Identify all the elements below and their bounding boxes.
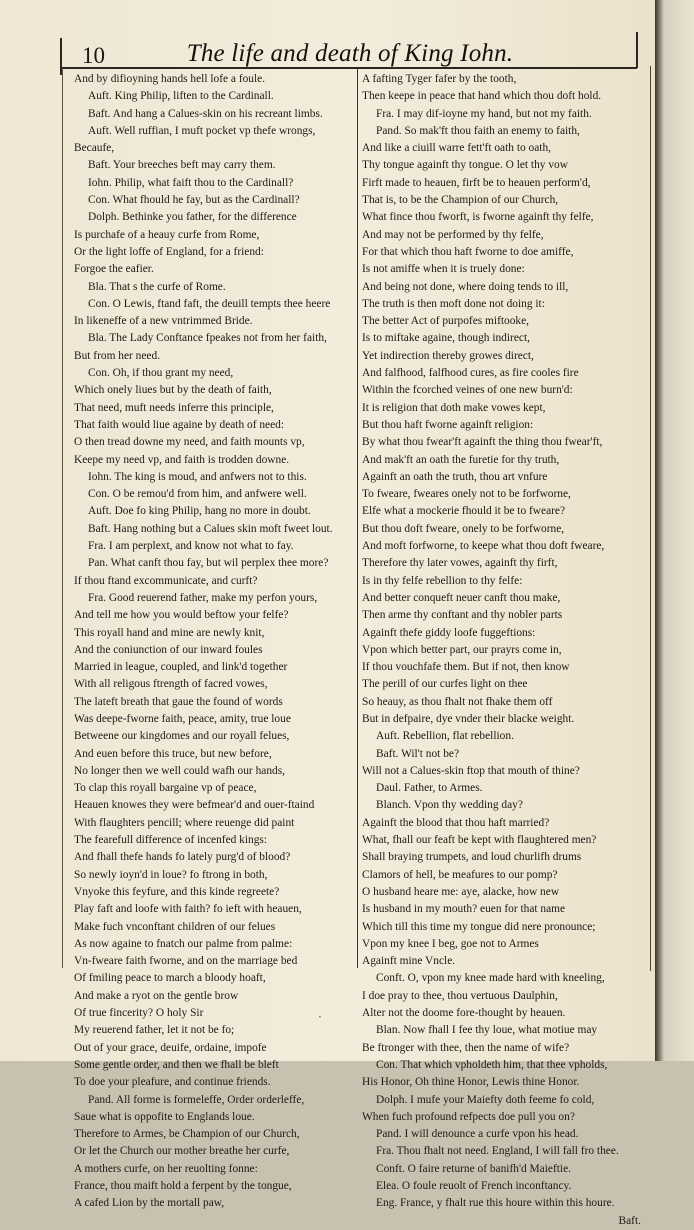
text-line: But in defpaire, dye vnder their blacke weight.	[362, 712, 575, 725]
text-line: Blan. Now fhall I fee thy loue, what motiue may	[376, 1024, 598, 1037]
text-line: France, thou maift hold a ferpent by the tongue,	[74, 1180, 292, 1192]
text-line: Heauen knowes they were befmear'd and ouer-ftaind	[74, 799, 315, 812]
text-line: Or the light loffe of England, for a friend:	[74, 245, 264, 258]
text-line: And tell me how you would beftow your felfe?	[74, 609, 289, 622]
text-line: Which onely liues but by the death of faith,	[74, 384, 272, 397]
page-number: 10	[82, 43, 105, 68]
text-line: And fhall thefe hands fo lately purg'd of blood?	[74, 851, 291, 864]
text-line: And falfhood, falfhood cures, as fire cooles fire	[362, 367, 579, 380]
text-line: And being not done, where doing tends to ill,	[362, 280, 569, 293]
text-line: To fweare, fweares onely not to be forfworne,	[362, 488, 571, 501]
text-line: Vpon which better part, our prayrs come in,	[362, 643, 562, 656]
text-line: Iohn. Philip, what faift thou to the Cardinall?	[88, 176, 294, 189]
text-line: Conft. O faire returne of banifh'd Maieftie.	[376, 1162, 571, 1175]
text-line: Iohn. The king is moud, and anfwers not to this.	[88, 470, 307, 483]
text-line: Fra. I am perplext, and know not what to fay.	[88, 540, 294, 553]
text-line: If thou ftand excommunicate, and curft?	[74, 574, 258, 587]
text-line: Then arme thy conftant and thy nobler parts	[362, 609, 563, 622]
text-line: Auft. Doe fo king Philip, hang no more in doubt.	[88, 505, 311, 518]
text-line: Married in league, coupled, and link'd together	[74, 661, 288, 674]
text-line: No longer then we well could wafh our hands,	[74, 764, 285, 777]
text-line: Saue what is oppofite to Englands loue.	[74, 1110, 255, 1123]
column-rule-left	[62, 68, 63, 968]
text-line: But thou doft fweare, onely to be forfworne,	[362, 522, 565, 535]
text-line: To clap this royall bargaine vp of peace,	[74, 782, 257, 795]
text-line: Is not amiffe when it is truely done:	[362, 263, 525, 276]
text-line: Againft thefe giddy loofe fuggeftions:	[362, 626, 536, 639]
text-line: Out of your grace, deuife, ordaine, impofe	[74, 1041, 267, 1054]
text-line: Elea. O foule reuolt of French inconftancy.	[376, 1180, 572, 1192]
text-line: A fafting Tyger fafer by the tooth,	[362, 73, 517, 85]
text-line: And mak'ft an oath the furetie for thy truth,	[362, 453, 560, 466]
text-line: Then keepe in peace that hand which thou doft hold.	[362, 90, 602, 103]
page-header	[60, 35, 640, 71]
text-line: Con. That which vpholdeth him, that thee vpholds,	[376, 1058, 608, 1071]
text-line: Therefore to Armes, be Champion of our Church,	[74, 1128, 300, 1141]
text-line: Con. What fhould he fay, but as the Cardinall?	[88, 194, 300, 207]
text-line: Con. O be remou'd from him, and anfwere well.	[88, 488, 307, 501]
text-line: Play faft and loofe with faith? fo ieft with heauen,	[74, 903, 302, 916]
text-line: Againft mine Vncle.	[362, 955, 456, 968]
text-line: Elfe what a mockerie fhould it be to fweare?	[362, 505, 566, 518]
text-line: So heauy, as thou fhalt not fhake them off	[362, 695, 553, 708]
text-line: Blanch. Vpon thy wedding day?	[376, 799, 523, 812]
text-line: Daul. Father, to Armes.	[376, 782, 483, 795]
text-line: His Honor, Oh thine Honor, Lewis thine Honor.	[362, 1076, 580, 1089]
text-line: Bla. The Lady Conftance fpeakes not from her faith,	[88, 332, 327, 345]
text-line: The truth is then moft done not doing it:	[362, 297, 545, 310]
text-line: Be ftronger with thee, then the name of wife?	[362, 1041, 570, 1054]
running-title: The life and death of King Iohn.	[186, 40, 514, 67]
text-line: This royall hand and mine are newly knit,	[74, 626, 265, 639]
left-column	[74, 71, 354, 1213]
text-line: With flaughters pencill; where reuenge did paint	[74, 816, 295, 829]
text-line: Firft made to heauen, firft be to heauen perform'd,	[362, 176, 591, 189]
text-line: Pand. So mak'ft thou faith an enemy to faith,	[376, 124, 580, 137]
text-line: Within the fcorched veines of one new burn'd:	[362, 384, 573, 397]
text-line: O husband heare me: aye, alacke, how new	[362, 885, 560, 898]
text-line: Vnyoke this feyfure, and this kinde regreete?	[74, 885, 280, 898]
text-line: To doe your pleafure, and continue friends.	[74, 1076, 271, 1089]
text-line: The perill of our curfes light on thee	[362, 678, 528, 691]
column-divider	[357, 68, 358, 968]
text-line: Fra. I may dif-ioyne my hand, but not my faith.	[376, 107, 592, 120]
text-line: Of fmiling peace to march a bloody hoaft,	[74, 972, 266, 985]
text-line: Forgoe the eafier.	[74, 263, 154, 276]
text-line: What fince thou fworft, is fworne againft thy felfe,	[362, 211, 594, 224]
text-line: Con. Oh, if thou grant my need,	[88, 367, 234, 380]
text-line: Some gentle order, and then we fhall be bleft	[74, 1058, 279, 1071]
text-line: O then tread downe my need, and faith mounts vp,	[74, 436, 305, 449]
text-line: Pan. What canft thou fay, but wil perplex thee more?	[88, 557, 329, 570]
catchword: Baft.	[618, 1214, 641, 1227]
text-line: So newly ioyn'd in loue? fo ftrong in both,	[74, 868, 268, 881]
text-line: I doe pray to thee, thou vertuous Daulphin,	[362, 989, 558, 1002]
column-rule-right	[650, 66, 651, 971]
right-column	[362, 71, 647, 1230]
text-line: Vn-fweare faith fworne, and on the marriage bed	[74, 955, 298, 968]
text-line: Was deepe-fworne faith, peace, amity, true loue	[74, 712, 291, 725]
text-line: And euen before this truce, but new before,	[74, 747, 272, 760]
text-line: Thy tongue againft thy tongue. O let thy vow	[362, 159, 568, 172]
text-line: Shall braying trumpets, and loud churlifh drums	[362, 851, 582, 864]
text-line: That need, muft needs inferre this principle,	[74, 401, 274, 414]
text-line: But from her need.	[74, 349, 161, 362]
text-line: By what thou fwear'ft againft the thing thou fwear'ft,	[362, 436, 603, 449]
facing-page-edge	[655, 0, 694, 1061]
text-line: Yet indirection thereby growes direct,	[362, 349, 534, 362]
text-line: Baft. Wil't not be?	[376, 747, 459, 760]
text-line: If thou vouchfafe them. But if not, then know	[362, 661, 570, 674]
text-line: Pand. I will denounce a curfe vpon his head.	[376, 1128, 579, 1141]
text-line: Clamors of hell, be meafures to our pomp?	[362, 868, 558, 881]
text-line: Becaufe,	[74, 142, 115, 155]
text-line: The better Act of purpofes miftooke,	[362, 315, 530, 328]
text-line: And like a ciuill warre fett'ft oath to oath,	[362, 142, 551, 155]
text-line: That faith would liue againe by death of need:	[74, 418, 285, 431]
text-line: As now againe to fnatch our palme from palme:	[74, 937, 293, 950]
text-line: Or let the Church our mother breathe her curfe,	[74, 1145, 290, 1158]
text-line: That is, to be the Champion of our Church,	[362, 194, 559, 207]
text-line: Therefore thy later vowes, againft thy firft,	[362, 557, 558, 570]
text-line: With all religous ftrength of facred vowes,	[74, 678, 268, 691]
text-line: Fra. Thou fhalt not need. England, I will fall fro thee.	[376, 1145, 619, 1158]
text-line: Pand. All forme is formeleffe, Order orderleffe,	[88, 1093, 305, 1106]
text-line: And the coniunction of our inward foules	[74, 643, 263, 656]
text-line: And better conqueft neuer canft thou make,	[362, 591, 561, 604]
text-line: Is in thy felfe rebellion to thy felfe:	[362, 574, 523, 587]
text-line: Baft. And hang a Calues-skin on his recreant limbs.	[88, 107, 323, 120]
text-line: Is purchafe of a heauy curfe from Rome,	[74, 228, 260, 241]
text-line: When fuch profound refpects doe pull you on?	[362, 1110, 575, 1123]
text-line: My reuerend father, let it not be fo;	[74, 1024, 235, 1037]
text-line: And by difioyning hands hell lofe a foule.	[74, 73, 266, 85]
text-line: But thou haft fworne againft religion:	[362, 418, 534, 431]
text-line: The lateft breath that gaue the found of words	[74, 695, 283, 708]
text-line: The fearefull difference of incenfed kings:	[74, 834, 268, 847]
text-line: Auft. King Philip, liften to the Cardinall.	[88, 90, 274, 103]
text-line: Auft. Rebellion, flat rebellion.	[376, 730, 514, 743]
text-line: A cafed Lion by the mortall paw,	[74, 1197, 225, 1210]
text-line: Againft an oath the truth, thou art vnfure	[362, 470, 548, 483]
text-line: Betweene our kingdomes and our royall felues,	[74, 730, 290, 743]
text-line: Which till this time my tongue did nere pronounce;	[362, 920, 596, 933]
text-line: Is to miftake againe, though indirect,	[362, 332, 530, 345]
text-line: Eng. France, y fhalt rue this houre within this houre.	[376, 1197, 615, 1210]
text-line: Vpon my knee I beg, goe not to Armes	[362, 937, 539, 950]
text-line: Baft. Hang nothing but a Calues skin moft fweet lout.	[88, 522, 333, 535]
text-line: Conft. O, vpon my knee made hard with kneeling,	[376, 972, 605, 985]
text-line: It is religion that doth make vowes kept,	[362, 401, 546, 414]
text-line: Con. O Lewis, ftand faft, the deuill tempts thee heere	[88, 297, 331, 310]
text-line: A mothers curfe, on her reuolting fonne:	[74, 1162, 258, 1175]
text-line: Of true fincerity? O holy Sir	[74, 1007, 204, 1020]
text-line: What, fhall our feaft be kept with flaughtered men?	[362, 834, 597, 847]
text-line: Alter not the doome fore-thought by heauen.	[362, 1007, 566, 1020]
text-line: Againft the blood that thou haft married?	[362, 816, 550, 829]
text-line: Fra. Good reuerend father, make my perfon yours,	[88, 591, 318, 604]
text-line: Bla. That s the curfe of Rome.	[88, 280, 226, 293]
text-line: Baft. Your breeches beft may carry them.	[88, 159, 276, 172]
text-line: Make fuch vnconftant children of our felues	[74, 920, 276, 933]
text-line: Dolph. Bethinke you father, for the difference	[88, 211, 297, 224]
footer-ornament: ·	[318, 1010, 322, 1024]
text-line: Keepe my need vp, and faith is trodden downe.	[74, 453, 290, 466]
text-line: Auft. Well ruffian, I muft pocket vp thefe wrongs,	[88, 124, 316, 137]
text-line: And moft forfworne, to keepe what thou doft fweare,	[362, 540, 605, 553]
text-line: For that which thou haft fworne to doe amiffe,	[362, 245, 574, 258]
text-line: Dolph. I mufe your Maiefty doth feeme fo cold,	[376, 1093, 595, 1106]
text-line: Is husband in my mouth? euen for that name	[362, 903, 566, 916]
text-line: Will not a Calues-skin ftop that mouth of thine?	[362, 764, 580, 777]
text-line: And may not be performed by thy felfe,	[362, 228, 544, 241]
text-line: And make a ryot on the gentle brow	[74, 989, 239, 1002]
text-line: In likeneffe of a new vntrimmed Bride.	[74, 315, 253, 328]
